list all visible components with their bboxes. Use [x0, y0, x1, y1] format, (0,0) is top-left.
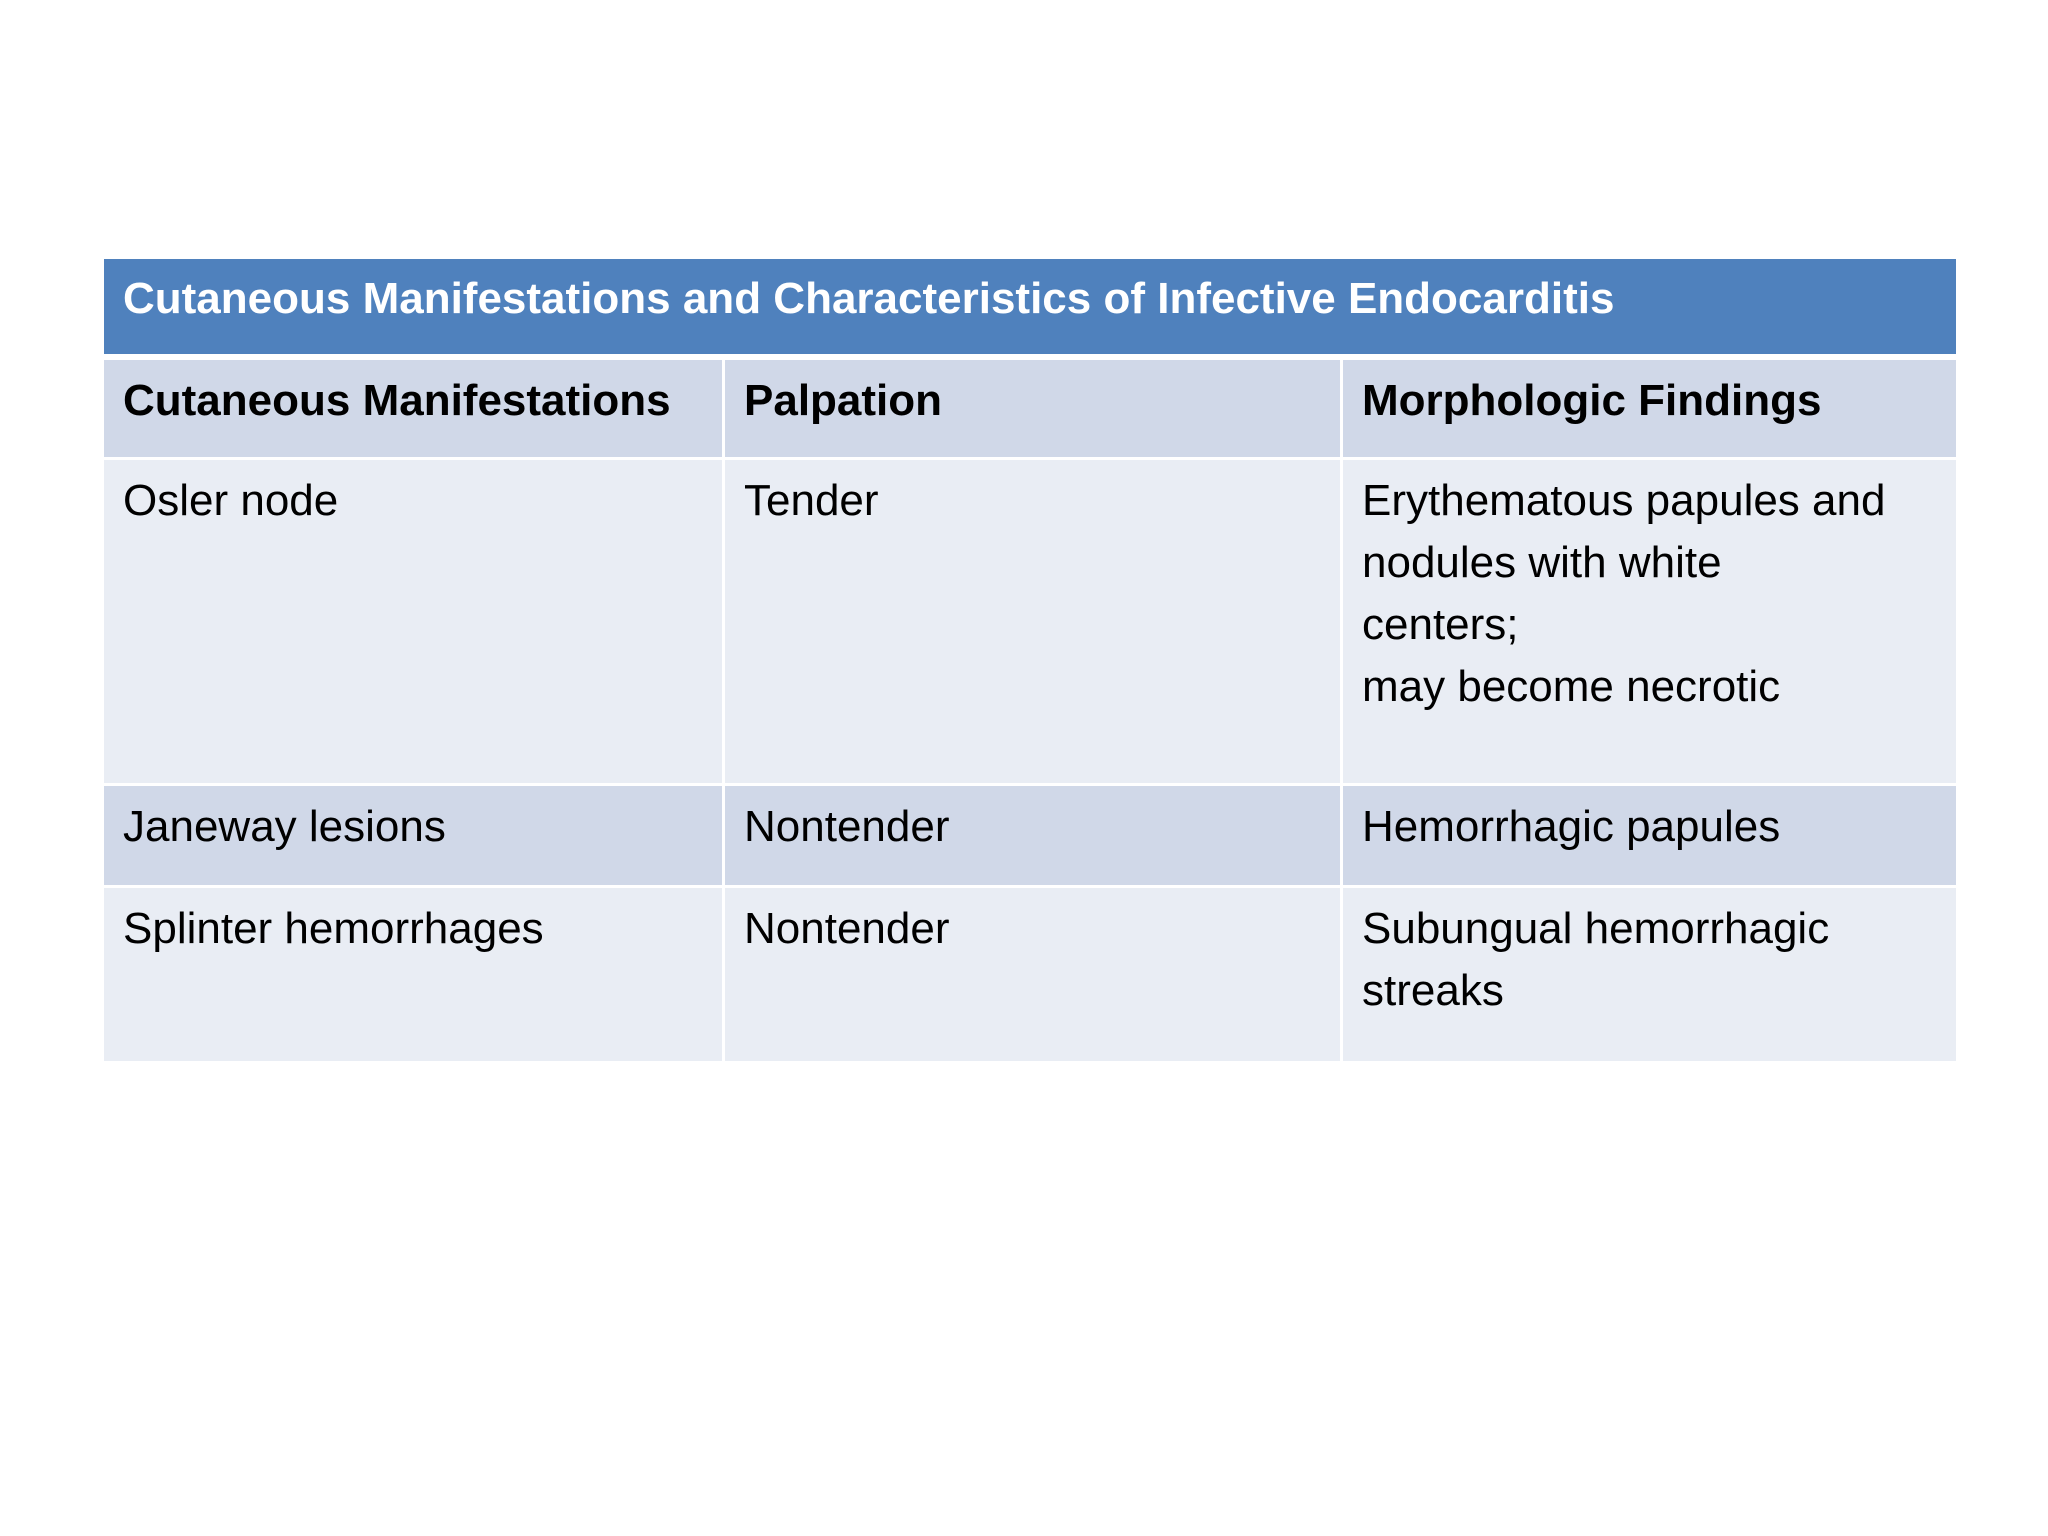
findings-line: may become necrotic — [1362, 662, 1781, 711]
table-row — [104, 783, 1956, 885]
table-header-row — [104, 360, 1956, 457]
manifestation-cell: Osler node — [123, 476, 339, 525]
findings-line: streaks — [1362, 966, 1504, 1015]
table-row — [104, 885, 1956, 1061]
header-morphologic-findings: Morphologic Findings — [1340, 360, 1956, 457]
manifestation-cell: Janeway lesions — [123, 802, 446, 851]
findings-line: Subungual hemorrhagic — [1362, 904, 1830, 953]
manifestation-cell: Splinter hemorrhages — [123, 904, 544, 953]
palpation-cell: Nontender — [722, 888, 1340, 1061]
findings-cell — [1340, 786, 1956, 885]
palpation-cell: Tender — [722, 460, 1340, 783]
findings-line: Erythematous papules and — [1362, 476, 1886, 525]
manifestations-table — [104, 259, 1956, 1061]
table-title: Cutaneous Manifestations and Characteristics of Infective Endocarditis — [104, 259, 1956, 354]
header-cutaneous-manifestations: Cutaneous Manifestations — [123, 376, 671, 425]
palpation-cell: Nontender — [722, 786, 1340, 885]
findings-line: centers; — [1362, 600, 1519, 649]
findings-cell — [1340, 460, 1956, 783]
findings-cell — [1340, 888, 1956, 1061]
findings-line: nodules with white — [1362, 538, 1722, 587]
table-row — [104, 457, 1956, 783]
findings-line: Hemorrhagic papules — [1362, 802, 1781, 851]
header-palpation: Palpation — [722, 360, 1340, 457]
